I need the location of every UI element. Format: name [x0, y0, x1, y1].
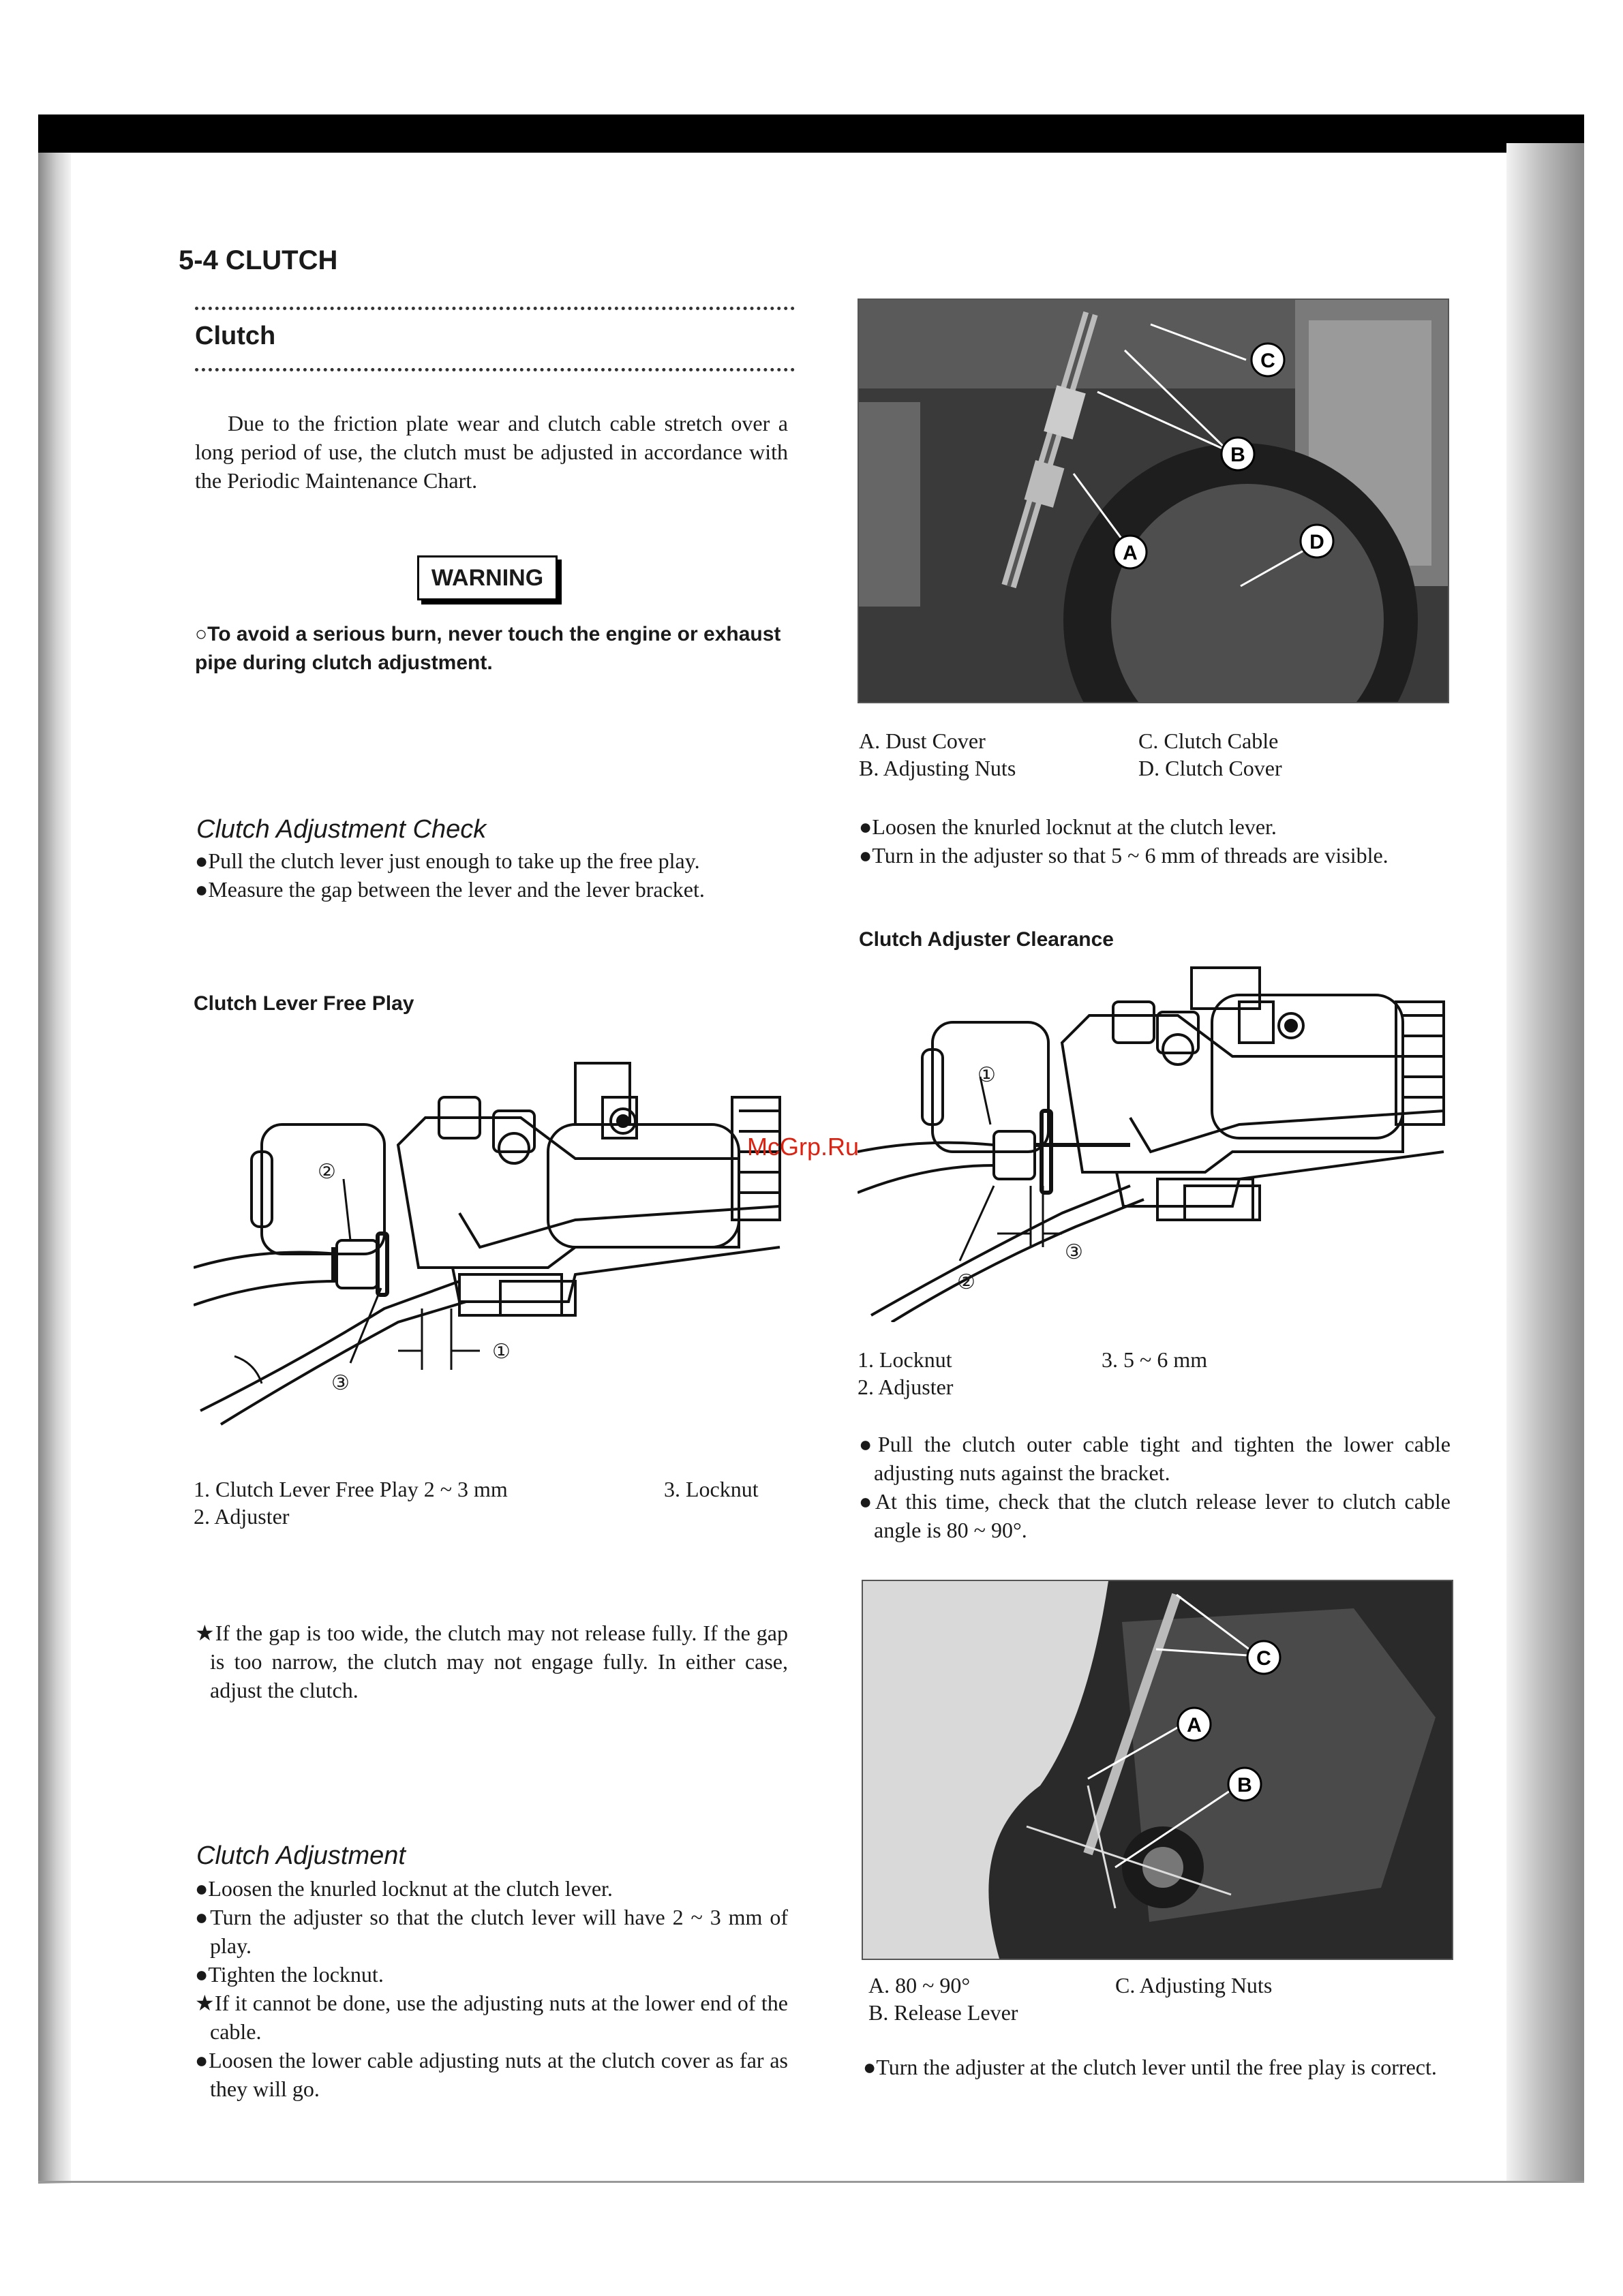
page-header: 5-4 CLUTCH — [179, 245, 338, 275]
photo1-label-d: D — [1309, 531, 1324, 553]
photo1-callout-a — [1114, 536, 1147, 568]
fig2-marker-3: ③ — [1065, 1241, 1083, 1264]
photo1-callout-b — [1222, 438, 1254, 470]
adjustment-heading: Clutch Adjustment — [196, 1841, 406, 1870]
final-instruction: ●Turn the adjuster at the clutch lever until the free play is correct. — [863, 2055, 1437, 2079]
fig1-caption-2: 2. Adjuster — [194, 1504, 290, 1529]
photo2-callout-a — [1178, 1708, 1211, 1741]
fig2-caption-3: 3. 5 ~ 6 mm — [1102, 1347, 1208, 1372]
warning-badge: WARNING — [417, 555, 558, 600]
right-bullet-4: ●At this time, check that the clutch release lever to clutch cable angle is 80 ~ 90°. — [859, 1489, 1451, 1542]
fig1-marker-3: ③ — [331, 1372, 350, 1394]
photo2-label-c: C — [1256, 1647, 1271, 1670]
adjustment-steps — [195, 1874, 788, 2103]
adjust-step-3: ●Tighten the locknut. — [195, 1962, 384, 1987]
fig2-marker-1: ① — [977, 1064, 996, 1086]
top-black-bar — [38, 114, 1584, 153]
fig1-marker-1: ① — [492, 1341, 511, 1363]
fig2-caption-2: 2. Adjuster — [858, 1375, 954, 1399]
release-lever-photo — [862, 1580, 1453, 1960]
fig2-title: Clutch Adjuster Clearance — [859, 928, 1114, 951]
photo1-label-b: B — [1230, 444, 1245, 466]
clutch-cable-photo — [858, 299, 1449, 703]
watermark-text: McGrp.Ru — [747, 1133, 860, 1161]
adjust-step-1: ●Loosen the knurled locknut at the clutch lever. — [195, 1876, 613, 1901]
photo1-callout-d — [1301, 525, 1333, 557]
warning-text: ○To avoid a serious burn, never touch the engine or exhaust pipe during clutch adjustment. — [195, 623, 781, 674]
right-bullet-1: ●Loosen the knurled locknut at the clutch lever. — [859, 814, 1277, 839]
photo1-cap-c: C. Clutch Cable — [1138, 729, 1279, 753]
right-bullets-2 — [859, 1430, 1451, 1544]
check-bullets — [195, 846, 788, 904]
photo2-label-b: B — [1237, 1774, 1252, 1796]
fig1-caption-1: 1. Clutch Lever Free Play 2 ~ 3 mm — [194, 1477, 508, 1501]
intro-paragraph: Due to the friction plate wear and clutch cable stretch over a long period of use, the clutch must be adjusted in accordance with the Periodic Maintenance Chart. — [195, 411, 788, 493]
section-title: Clutch — [195, 322, 276, 350]
right-bullet-2: ●Turn in the adjuster so that 5 ~ 6 mm of threads are visible. — [859, 843, 1389, 868]
check-bullet-1: ●Pull the clutch lever just enough to take up the free play. — [195, 848, 700, 873]
photo2-cap-c: C. Adjusting Nuts — [1115, 1973, 1273, 1997]
photo1-cap-b: B. Adjusting Nuts — [859, 756, 1016, 780]
photo2-callout-c — [1247, 1641, 1280, 1674]
adjust-step-4: ★If it cannot be done, use the adjusting nuts at the lower end of the cable. — [195, 1991, 788, 2044]
photo2-label-a: A — [1187, 1714, 1202, 1736]
adjuster-clearance-diagram — [858, 961, 1449, 1322]
photo1-label-a: A — [1123, 542, 1138, 564]
photo2-callout-b — [1228, 1768, 1261, 1801]
page-edge-shadow — [1506, 143, 1584, 2181]
photo1-label-c: C — [1260, 350, 1275, 372]
check-heading: Clutch Adjustment Check — [196, 815, 487, 844]
divider-top — [195, 307, 795, 310]
bottom-edge — [38, 2181, 1584, 2183]
photo1-cap-a: A. Dust Cover — [859, 729, 986, 753]
fig1-title: Clutch Lever Free Play — [194, 992, 414, 1015]
right-bullets-1 — [859, 812, 1452, 870]
photo1-callout-c — [1252, 343, 1284, 376]
photo2-cap-b: B. Release Lever — [868, 2000, 1018, 2025]
gap-note: ★If the gap is too wide, the clutch may not release fully. If the gap is too narrow, the clutch may not engage fully. In either case, adjust the clutch. — [195, 1621, 788, 1702]
adjust-step-5: ●Loosen the lower cable adjusting nuts at the clutch cover as far as they will go. — [195, 2048, 788, 2101]
photo2-cap-a: A. 80 ~ 90° — [868, 1973, 971, 1997]
fig1-caption-3: 3. Locknut — [664, 1477, 759, 1501]
fig2-caption-1: 1. Locknut — [858, 1347, 952, 1372]
check-bullet-2: ●Measure the gap between the lever and the lever bracket. — [195, 877, 705, 902]
book-spine-shadow — [38, 153, 71, 2184]
fig1-marker-2: ② — [318, 1161, 336, 1183]
lever-free-play-diagram — [194, 1043, 793, 1445]
divider-bottom — [195, 368, 795, 371]
adjust-step-2: ●Turn the adjuster so that the clutch lever will have 2 ~ 3 mm of play. — [195, 1905, 788, 1958]
right-bullet-3: ●Pull the clutch outer cable tight and tighten the lower cable adjusting nuts against the bracket. — [859, 1432, 1451, 1485]
fig2-marker-2: ② — [957, 1271, 975, 1294]
photo1-cap-d: D. Clutch Cover — [1138, 756, 1282, 780]
